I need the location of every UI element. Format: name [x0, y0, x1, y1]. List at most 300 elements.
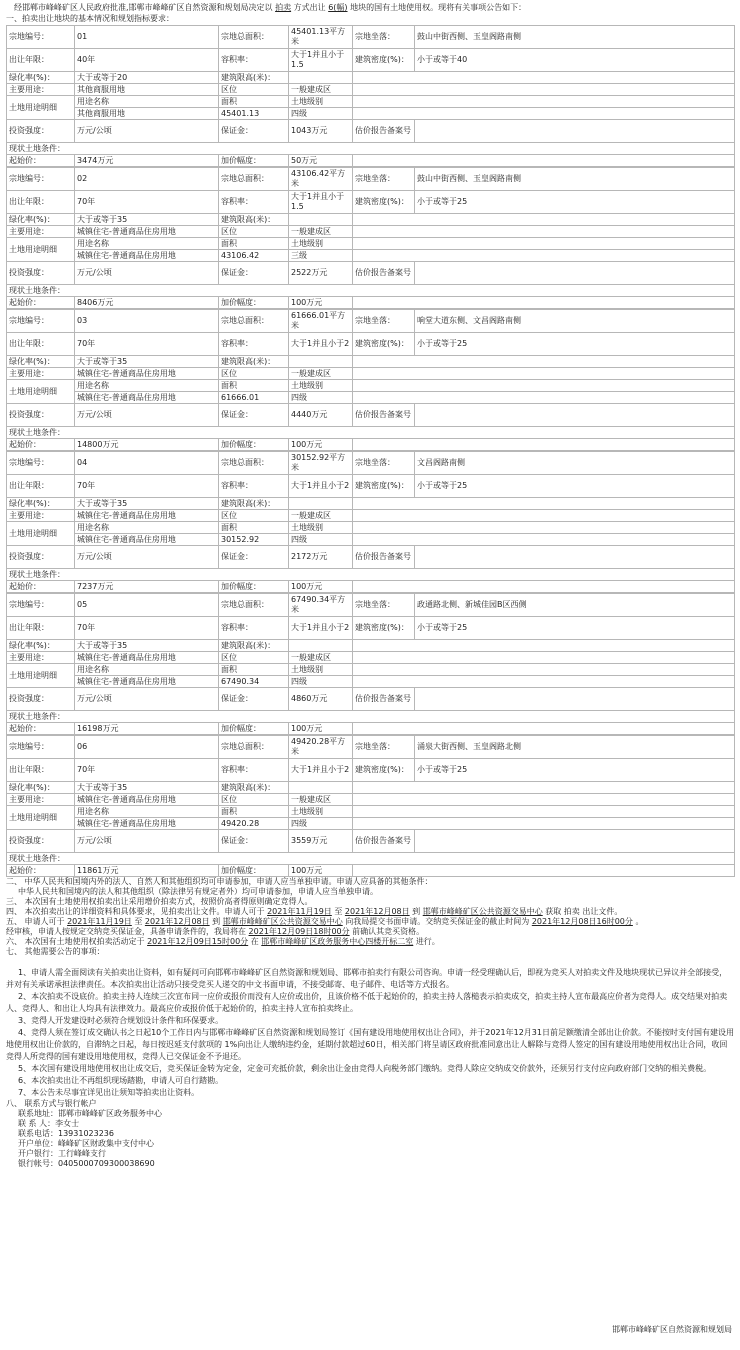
parcel-no: 04	[75, 452, 219, 475]
term: 40年	[75, 49, 219, 72]
zone: 一般建成区	[289, 652, 353, 664]
parcel-no: 06	[75, 736, 219, 759]
label-term: 出让年限：	[7, 475, 75, 498]
label-use-name: 用途名称	[75, 96, 219, 108]
note-5-text: 五、 申请人可于	[6, 917, 65, 926]
label-invest: 投资强度：	[7, 830, 75, 853]
total-area: 67490.34平方米	[289, 594, 353, 617]
start-price: 11861万元	[75, 865, 219, 877]
label-total-area: 宗地总面积：	[219, 736, 289, 759]
empty-cell	[353, 510, 735, 522]
main-use: 城镇住宅-普通商品住房用地	[75, 510, 219, 522]
label-increment: 加价幅度：	[219, 865, 289, 877]
density: 小于或等于25	[415, 759, 735, 782]
label-green: 绿化率(%)：	[7, 498, 75, 510]
label-status: 现状土地条件：	[9, 853, 65, 863]
note-7: 七、 其他需要公告的事项：	[6, 947, 105, 956]
label-main-use: 主要用途：	[7, 510, 75, 522]
density: 小于或等于25	[415, 475, 735, 498]
total-area: 49420.28平方米	[289, 736, 353, 759]
intro-paragraph	[0, 0, 740, 13]
label-increment: 加价幅度：	[219, 723, 289, 735]
intro-method: 拍卖	[275, 3, 292, 12]
status-row	[7, 143, 735, 155]
label-far: 容积率：	[219, 617, 289, 640]
note-5b	[6, 927, 734, 937]
note-5b-text: 经审核，申请人按规定交纳竞买保证金，具备申请条件的，我局将在	[6, 927, 246, 936]
note-2: 二、 中华人民共和国境内外的法人、自然人和其他组织均可申请参加，申请人应当单独申请。申请人应具备的其他条件：	[6, 877, 433, 886]
green: 大于或等于35	[75, 356, 219, 368]
use-area: 67490.34	[219, 676, 289, 688]
signature: 邯郸市峰峰矿区自然资源和规划局	[612, 1325, 732, 1334]
label-total-area: 宗地总面积：	[219, 452, 289, 475]
appraisal	[415, 546, 735, 569]
note-6-date: 2021年12月09日15时00分	[147, 937, 249, 946]
empty-cell	[353, 356, 735, 368]
label-appraisal: 估价报告备案号	[353, 262, 415, 285]
label-density: 建筑密度(%)：	[353, 759, 415, 782]
note-5-date-start: 2021年11月19日	[67, 917, 132, 926]
label-zone: 区位	[219, 510, 289, 522]
far: 大于1并且小于2	[289, 617, 353, 640]
label-far: 容积率：	[219, 333, 289, 356]
label-parcel-no: 宗地编号：	[7, 594, 75, 617]
label-area: 面积	[219, 664, 289, 676]
label-area: 面积	[219, 238, 289, 250]
contact-phone: 联系电话：13931023236	[18, 1129, 114, 1138]
label-green: 绿化率(%)：	[7, 782, 75, 794]
label-grade: 土地级别	[289, 238, 353, 250]
rule-item: 7、本公告未尽事宜详见出让须知等拍卖出让资料。	[18, 1088, 200, 1097]
rule-item: 5、本次国有建设用地使用权出让成交后，竞买保证金转为定金，定金可充抵价款，剩余出让金由竞得人向税务部门缴纳。竞得人除应交纳成交价款外，还须另行支付应向政府部门交纳的相关费税。	[18, 1064, 712, 1073]
use-name: 城镇住宅-普通商品住房用地	[75, 392, 219, 404]
height	[289, 498, 353, 510]
height	[289, 356, 353, 368]
parcel-no: 05	[75, 594, 219, 617]
status-row	[7, 285, 735, 297]
label-density: 建筑密度(%)：	[353, 191, 415, 214]
main-use: 城镇住宅-普通商品住房用地	[75, 368, 219, 380]
label-main-use: 主要用途：	[7, 794, 75, 806]
note-5	[6, 917, 734, 927]
zone: 一般建成区	[289, 368, 353, 380]
label-main-use: 主要用途：	[7, 226, 75, 238]
note-5-deadline: 2021年12月08日16时00分	[531, 917, 633, 926]
density: 小于或等于25	[415, 617, 735, 640]
note-6-at: 在	[250, 937, 259, 946]
use-area: 49420.28	[219, 818, 289, 830]
empty-cell	[353, 96, 735, 108]
label-land-use-detail: 土地用途明细	[7, 664, 75, 688]
notes-section	[0, 877, 740, 957]
appraisal	[415, 120, 735, 143]
label-parcel-no: 宗地编号：	[7, 26, 75, 49]
label-appraisal: 估价报告备案号	[353, 688, 415, 711]
empty-cell	[353, 676, 735, 688]
label-height: 建筑限高(米)：	[219, 498, 289, 510]
status-row	[7, 569, 735, 581]
label-use-name: 用途名称	[75, 664, 219, 676]
use-area: 43106.42	[219, 250, 289, 262]
increment: 50万元	[289, 155, 353, 167]
label-area: 面积	[219, 806, 289, 818]
label-density: 建筑密度(%)：	[353, 617, 415, 640]
term: 70年	[75, 333, 219, 356]
increment: 100万元	[289, 865, 353, 877]
label-location: 宗地坐落：	[353, 168, 415, 191]
parcel-no: 01	[75, 26, 219, 49]
label-green: 绿化率(%)：	[7, 640, 75, 652]
height	[289, 72, 353, 84]
lots-container	[0, 25, 740, 877]
intro-text-3: 地块的国有土地使用权。现将有关事项公告如下：	[350, 3, 527, 12]
total-area: 30152.92平方米	[289, 452, 353, 475]
appraisal	[415, 830, 735, 853]
main-use: 城镇住宅-普通商品住房用地	[75, 226, 219, 238]
status-row	[7, 853, 735, 865]
label-location: 宗地坐落：	[353, 736, 415, 759]
empty-cell	[353, 84, 735, 96]
use-name: 城镇住宅-普通商品住房用地	[75, 676, 219, 688]
start-price: 14800万元	[75, 439, 219, 451]
empty-cell	[353, 818, 735, 830]
label-area: 面积	[219, 522, 289, 534]
far: 大于1并且小于2	[289, 475, 353, 498]
label-increment: 加价幅度：	[219, 297, 289, 309]
empty-cell	[353, 297, 735, 309]
label-zone: 区位	[219, 84, 289, 96]
label-height: 建筑限高(米)：	[219, 72, 289, 84]
contact-account-unit: 开户单位：峰峰矿区财政集中支付中心	[18, 1139, 154, 1148]
empty-cell	[353, 652, 735, 664]
empty-cell	[353, 581, 735, 593]
term: 70年	[75, 617, 219, 640]
deposit: 1043万元	[289, 120, 353, 143]
label-parcel-no: 宗地编号：	[7, 452, 75, 475]
height	[289, 214, 353, 226]
location: 涌泉大街西侧、玉皇阁路北侧	[415, 736, 735, 759]
increment: 100万元	[289, 439, 353, 451]
label-zone: 区位	[219, 652, 289, 664]
density: 小于或等于40	[415, 49, 735, 72]
location: 政通路北侧、新城佳园B区西侧	[415, 594, 735, 617]
invest: 万元/公顷	[75, 830, 219, 853]
label-far: 容积率：	[219, 475, 289, 498]
use-name: 城镇住宅-普通商品住房用地	[75, 818, 219, 830]
contact-account-no: 银行帐号：0405000709300038690	[18, 1159, 155, 1168]
label-term: 出让年限：	[7, 617, 75, 640]
zone: 一般建成区	[289, 226, 353, 238]
label-zone: 区位	[219, 368, 289, 380]
label-main-use: 主要用途：	[7, 368, 75, 380]
label-land-use-detail: 土地用途明细	[7, 380, 75, 404]
label-green: 绿化率(%)：	[7, 72, 75, 84]
label-total-area: 宗地总面积：	[219, 310, 289, 333]
label-status: 现状土地条件：	[9, 711, 65, 721]
empty-cell	[353, 664, 735, 676]
label-land-use-detail: 土地用途明细	[7, 522, 75, 546]
deposit: 2172万元	[289, 546, 353, 569]
invest: 万元/公顷	[75, 688, 219, 711]
green: 大于或等于35	[75, 214, 219, 226]
label-green: 绿化率(%)：	[7, 214, 75, 226]
note-4-to: 至	[334, 907, 343, 916]
main-use: 其他商服用地	[75, 84, 219, 96]
lot-table	[6, 167, 735, 309]
location: 响堂大道东侧、文昌阁路南侧	[415, 310, 735, 333]
label-start-price: 起始价：	[7, 723, 75, 735]
deposit: 2522万元	[289, 262, 353, 285]
use-area: 30152.92	[219, 534, 289, 546]
label-increment: 加价幅度：	[219, 155, 289, 167]
start-price: 7237万元	[75, 581, 219, 593]
label-start-price: 起始价：	[7, 297, 75, 309]
note-2b: 中华人民共和国境内的法人和其他组织（除法律另有规定者外）均可申请参加，申请人应当单独申请。	[18, 887, 378, 896]
label-status: 现状土地条件：	[9, 143, 65, 153]
label-height: 建筑限高(米)：	[219, 356, 289, 368]
term: 70年	[75, 759, 219, 782]
green: 大于或等于20	[75, 72, 219, 84]
label-deposit: 保证金：	[219, 404, 289, 427]
main-use: 城镇住宅-普通商品住房用地	[75, 652, 219, 664]
empty-cell	[353, 723, 735, 735]
grade: 四级	[289, 818, 353, 830]
label-location: 宗地坐落：	[353, 452, 415, 475]
far: 大于1并且小于2	[289, 333, 353, 356]
label-density: 建筑密度(%)：	[353, 49, 415, 72]
empty-cell	[353, 108, 735, 120]
empty-cell	[353, 640, 735, 652]
label-zone: 区位	[219, 794, 289, 806]
invest: 万元/公顷	[75, 546, 219, 569]
note-4-text: 四、 本次拍卖出让的详细资料和具体要求，见拍卖出让文件。申请人可于	[6, 907, 265, 916]
empty-cell	[353, 214, 735, 226]
height	[289, 782, 353, 794]
empty-cell	[353, 522, 735, 534]
label-far: 容积率：	[219, 759, 289, 782]
total-area: 43106.42平方米	[289, 168, 353, 191]
rules-section	[0, 967, 740, 1099]
lot-table	[6, 309, 735, 451]
label-grade: 土地级别	[289, 96, 353, 108]
label-appraisal: 估价报告备案号	[353, 830, 415, 853]
lot-table	[6, 25, 735, 167]
note-5-period: 。	[635, 917, 644, 926]
grade: 四级	[289, 108, 353, 120]
deposit: 3559万元	[289, 830, 353, 853]
note-4-end: 获取 拍卖 出让文件。	[545, 907, 623, 916]
label-area: 面积	[219, 380, 289, 392]
label-use-name: 用途名称	[75, 380, 219, 392]
increment: 100万元	[289, 297, 353, 309]
note-4	[6, 907, 734, 917]
empty-cell	[353, 392, 735, 404]
zone: 一般建成区	[289, 510, 353, 522]
label-grade: 土地级别	[289, 664, 353, 676]
label-term: 出让年限：	[7, 759, 75, 782]
section-1-title: 一、拍卖出让地块的基本情况和规划指标要求：	[6, 14, 174, 23]
label-start-price: 起始价：	[7, 865, 75, 877]
use-name: 城镇住宅-普通商品住房用地	[75, 250, 219, 262]
note-4-date-start: 2021年11月19日	[267, 907, 332, 916]
total-area: 45401.13平方米	[289, 26, 353, 49]
label-parcel-no: 宗地编号：	[7, 736, 75, 759]
label-deposit: 保证金：	[219, 262, 289, 285]
label-density: 建筑密度(%)：	[353, 333, 415, 356]
start-price: 3474万元	[75, 155, 219, 167]
note-6	[6, 937, 734, 947]
label-status: 现状土地条件：	[9, 569, 65, 579]
note-6-text: 六、 本次国有土地使用权拍卖活动定于	[6, 937, 145, 946]
location: 鼓山中街西侧、玉皇阁路南侧	[415, 168, 735, 191]
contact-title: 八、 联系方式与银行帐户	[6, 1099, 97, 1108]
start-price: 8406万元	[75, 297, 219, 309]
empty-cell	[353, 794, 735, 806]
empty-cell	[353, 439, 735, 451]
far: 大于1并且小于1.5	[289, 49, 353, 72]
label-density: 建筑密度(%)：	[353, 475, 415, 498]
label-invest: 投资强度：	[7, 546, 75, 569]
label-start-price: 起始价：	[7, 155, 75, 167]
green: 大于或等于35	[75, 782, 219, 794]
label-total-area: 宗地总面积：	[219, 26, 289, 49]
label-height: 建筑限高(米)：	[219, 782, 289, 794]
rule-item: 3、竞得人开发建设时必须符合规划设计条件和环保要求。	[18, 1016, 224, 1025]
label-term: 出让年限：	[7, 191, 75, 214]
label-total-area: 宗地总面积：	[219, 594, 289, 617]
label-increment: 加价幅度：	[219, 581, 289, 593]
invest: 万元/公顷	[75, 120, 219, 143]
label-start-price: 起始价：	[7, 439, 75, 451]
green: 大于或等于35	[75, 498, 219, 510]
label-height: 建筑限高(米)：	[219, 640, 289, 652]
note-5b-end: 前确认其竞买资格。	[352, 927, 425, 936]
intro-count: 6(幅)	[328, 3, 348, 12]
empty-cell	[353, 238, 735, 250]
label-land-use-detail: 土地用途明细	[7, 96, 75, 120]
contact-person: 联 系 人：李女士	[18, 1119, 80, 1128]
note-5-text-2: 向我局提交书面申请。交纳竞买保证金的截止时间为	[345, 917, 530, 926]
main-use: 城镇住宅-普通商品住房用地	[75, 794, 219, 806]
contact-section	[0, 1099, 740, 1169]
label-total-area: 宗地总面积：	[219, 168, 289, 191]
note-6-place: 邯郸市峰峰矿区政务服务中心四楼开标二室	[261, 937, 414, 946]
green: 大于或等于35	[75, 640, 219, 652]
empty-cell	[353, 806, 735, 818]
label-area: 面积	[219, 96, 289, 108]
label-use-name: 用途名称	[75, 522, 219, 534]
grade: 四级	[289, 534, 353, 546]
note-5b-date: 2021年12月09日18时00分	[248, 927, 350, 936]
contact-address: 联系地址：邯郸市峰峰矿区政务服务中心	[18, 1109, 162, 1118]
increment: 100万元	[289, 581, 353, 593]
label-land-use-detail: 土地用途明细	[7, 806, 75, 830]
label-appraisal: 估价报告备案号	[353, 404, 415, 427]
label-parcel-no: 宗地编号：	[7, 310, 75, 333]
rule-item: 2、本次拍卖不设底价。拍卖主持人连续三次宣布同一应价或报价而没有人应价或出价，且该价格不低于起始价的，拍卖主持人落槌表示拍卖成交，拍卖主持人宣布最高应价者为竞得人。成交结果对拍卖人、竞得人、和出让人均具有法律效力。最高应价或报价低于起始价的，拍卖主持人宣布拍卖终止。	[6, 992, 728, 1013]
lot-table	[6, 451, 735, 593]
grade: 四级	[289, 676, 353, 688]
label-height: 建筑限高(米)：	[219, 214, 289, 226]
lot-table	[6, 593, 735, 735]
empty-cell	[353, 534, 735, 546]
note-5-to: 至	[134, 917, 143, 926]
label-parcel-no: 宗地编号：	[7, 168, 75, 191]
status-row	[7, 711, 735, 723]
rule-item: 1、申请人需全面阅读有关拍卖出让资料，如有疑问可向邯郸市峰峰矿区自然资源和规划局、邯郸市拍卖行有限公司咨询。申请一经受理确认后，即视为竞买人对拍卖文件及地块现状已异议并全部接受，并对有关承诺承担法律责任。本次拍卖出让活动只接受竞买人递交的中文书面申请，不接受邮寄、电子邮件、电话等方式报名。	[6, 968, 728, 989]
intro-text-2: 方式出让	[293, 3, 326, 12]
density: 小于或等于25	[415, 191, 735, 214]
contact-bank: 开户银行：工行峰峰支行	[18, 1149, 106, 1158]
intro-text: 经邯郸市峰峰矿区人民政府批准,邯郸市峰峰矿区自然资源和规划局决定以	[14, 3, 273, 12]
empty-cell	[353, 865, 735, 877]
label-status: 现状土地条件：	[9, 285, 65, 295]
label-appraisal: 估价报告备案号	[353, 120, 415, 143]
note-4-date-end: 2021年12月08日	[344, 907, 410, 916]
note-4-place: 邯郸市峰峰矿区公共资源交易中心	[422, 907, 543, 916]
label-deposit: 保证金：	[219, 688, 289, 711]
label-location: 宗地坐落：	[353, 310, 415, 333]
label-deposit: 保证金：	[219, 830, 289, 853]
empty-cell	[353, 782, 735, 794]
location: 鼓山中街西侧、玉皇阁路南侧	[415, 26, 735, 49]
parcel-no: 02	[75, 168, 219, 191]
label-use-name: 用途名称	[75, 238, 219, 250]
density: 小于或等于25	[415, 333, 735, 356]
use-name: 其他商服用地	[75, 108, 219, 120]
note-3: 三、 本次国有土地使用权拍卖出让采用增价拍卖方式，按照价高者得原则确定竞得人。	[6, 897, 313, 906]
term: 70年	[75, 475, 219, 498]
empty-cell	[353, 368, 735, 380]
deposit: 4860万元	[289, 688, 353, 711]
status-row	[7, 427, 735, 439]
empty-cell	[353, 155, 735, 167]
use-area: 61666.01	[219, 392, 289, 404]
use-name: 城镇住宅-普通商品住房用地	[75, 534, 219, 546]
parcel-no: 03	[75, 310, 219, 333]
empty-cell	[353, 72, 735, 84]
label-main-use: 主要用途：	[7, 652, 75, 664]
label-location: 宗地坐落：	[353, 594, 415, 617]
note-5-at: 到	[212, 917, 221, 926]
start-price: 16198万元	[75, 723, 219, 735]
label-deposit: 保证金：	[219, 120, 289, 143]
appraisal	[415, 262, 735, 285]
label-term: 出让年限：	[7, 333, 75, 356]
far: 大于1并且小于1.5	[289, 191, 353, 214]
label-invest: 投资强度：	[7, 404, 75, 427]
label-invest: 投资强度：	[7, 120, 75, 143]
zone: 一般建成区	[289, 84, 353, 96]
rule-item: 6、本次拍卖出让不再组织现场踏勘，申请人可自行踏勘。	[18, 1076, 224, 1085]
label-main-use: 主要用途：	[7, 84, 75, 96]
appraisal	[415, 404, 735, 427]
label-increment: 加价幅度：	[219, 439, 289, 451]
label-use-name: 用途名称	[75, 806, 219, 818]
empty-cell	[353, 380, 735, 392]
lot-table	[6, 735, 735, 877]
label-location: 宗地坐落：	[353, 26, 415, 49]
label-far: 容积率：	[219, 49, 289, 72]
use-area: 45401.13	[219, 108, 289, 120]
note-5-date-end: 2021年12月08日	[144, 917, 210, 926]
label-term: 出让年限：	[7, 49, 75, 72]
label-invest: 投资强度：	[7, 262, 75, 285]
zone: 一般建成区	[289, 794, 353, 806]
label-invest: 投资强度：	[7, 688, 75, 711]
location: 文昌阁路南侧	[415, 452, 735, 475]
deposit: 4440万元	[289, 404, 353, 427]
